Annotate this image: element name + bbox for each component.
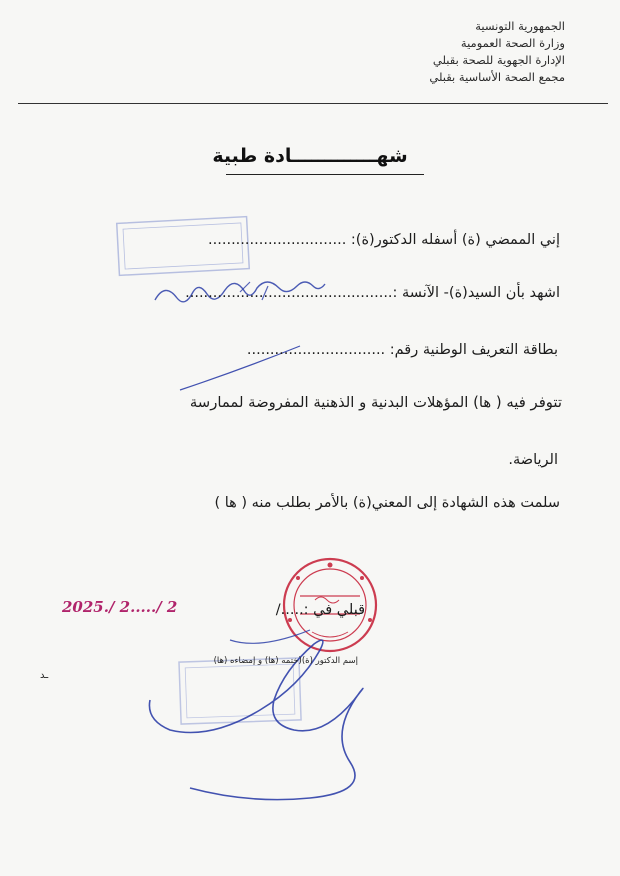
body-line-fitness: تتوفر فيه ( ها) المؤهلات البدنية و الذهنية المفروضة لممارسة [189,394,562,411]
body-line-sport: الرياضة. [508,452,558,468]
signature-caption: إسم الدكتور (ة)(ختمه (ها) و إمضاءه (ها) [213,656,358,666]
document-title: شهـــــــــــــادة طبية [212,145,408,167]
date-handwritten: 2025./ 2...../ 2 [62,598,178,616]
date-label: قبلي في :...../ [275,602,365,618]
body-line-id-card: بطاقة التعريف الوطنية رقم: .............................. [246,342,558,358]
body-line-doctor: إني الممضي (ة) أسفله الدكتور(ة): .............................. [208,232,560,248]
header-health-complex: مجمع الصحة الأساسية بقبلي [429,70,565,84]
margin-mark: ـد [40,670,49,681]
header-regional-directorate: الإدارة الجهوية للصحة بقبلي [432,53,565,67]
header-ministry: وزارة الصحة العمومية [460,36,565,50]
body-line-issued: سلمت هذه الشهادة إلى المعني(ة) بالأمر بطلب منه ( ها ) [214,495,560,511]
faint-stamp-bottom [179,658,301,724]
header-republic: الجمهورية التونسية [475,19,565,33]
body-line-person: اشهد بأن السيد(ة)- الآنسة :............................................. [185,285,560,301]
